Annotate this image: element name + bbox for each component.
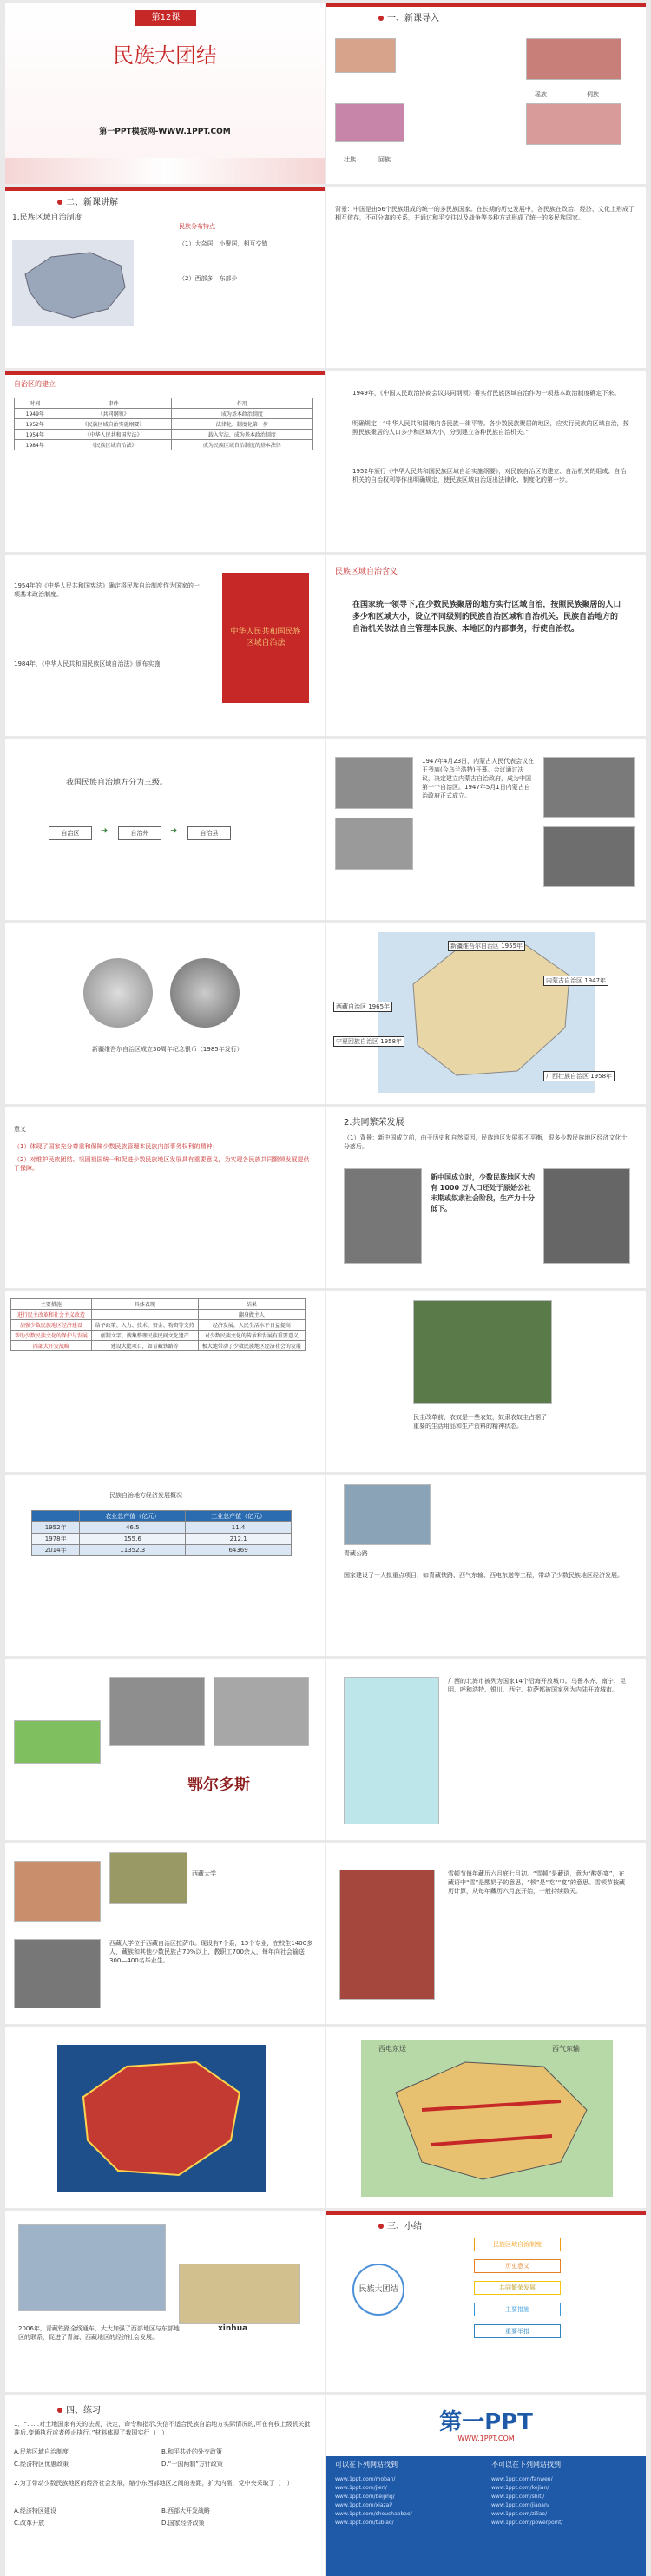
option[interactable]: C.经济特区优惠政策	[14, 2461, 69, 2468]
slide-common-program[interactable]	[326, 371, 646, 552]
slide-brands[interactable]	[5, 1659, 325, 1840]
table-cell: 11352.3	[80, 1545, 186, 1556]
meaning-title: 民族区域自治含义	[335, 568, 398, 576]
table-cell: 进行民主改革和社会主义改造	[11, 1310, 92, 1320]
historic-photo	[335, 818, 413, 870]
banknote-image	[526, 38, 621, 80]
summary-item: 共同繁荣发展	[474, 2281, 561, 2295]
slide-exercises[interactable]	[5, 2395, 325, 2576]
historic-photo	[413, 1300, 552, 1404]
table-cell: 《民族区域自治法》	[56, 440, 171, 450]
slide-region-system[interactable]	[5, 187, 325, 368]
brand-image	[14, 1720, 101, 1764]
option[interactable]: C.改革开放	[14, 2520, 45, 2527]
table-row	[15, 409, 313, 419]
table-row	[15, 440, 313, 450]
table-cell: 翻身做主人	[198, 1310, 305, 1320]
china-map-image	[12, 240, 134, 326]
prosperity-para-2: 新中国成立时，少数民族地区大约有 1000 万人口还处于原始公社末期或奴隶社会阶段，生产力十分低下。	[431, 1173, 535, 1212]
coin-caption: 新疆维吾尔自治区成立30周年纪念银币（1985年发行）	[92, 1046, 243, 1053]
slide-cover[interactable]	[5, 3, 325, 184]
prosperity-para-1: （1）背景：新中国成立前，由于历史和自然原因，民族地区发展很不平衡，很多少数民族地区经济文化十分落后。	[344, 1134, 628, 1150]
cover-site: 第一PPT模板网-WWW.1PPT.COM	[99, 128, 231, 136]
table-cell: 2014年	[32, 1545, 80, 1556]
economy-table	[31, 1510, 292, 1556]
table-row	[11, 1310, 306, 1320]
table-cell: 成为民族区域自治制度的基本法律	[171, 440, 312, 450]
table-cell: 创制文字、搜集整理民族民间文化遗产	[91, 1331, 198, 1341]
table-row	[32, 1545, 292, 1556]
table-cell: 1978年	[32, 1534, 80, 1545]
section-heading: 二、新课讲解	[57, 194, 118, 207]
meaning-text: 在国家统一领导下,在少数民族聚居的地方实行区域自治，按照民族聚居的人口多少和区域大小，设立不同级别的民族自治区域和自治机关。民族自治地方的自治机关依法自主管理本民族、本地区的内部事务，行使自治权。	[352, 601, 621, 634]
significance-title: 意义	[14, 1126, 26, 1133]
table-header: 农业总产值（亿元）	[80, 1511, 186, 1522]
source-logo: xinhua	[218, 2324, 248, 2333]
region-label: 新疆维吾尔自治区 1955年	[448, 941, 525, 951]
festival-text: 雪顿节每年藏历六月底七月初。“雪顿”是藏语，意为“酸奶宴”，在藏语中“雪”是酸奶子的意思，“顿”是“吃”“宴”的意思。雪顿节按藏历计算，从每年藏历六月底开始，一般持续数天。	[448, 1870, 626, 1895]
lesson-badge: 第12课	[135, 10, 196, 26]
historic-photo	[543, 1168, 630, 1264]
table-cell: 法律化、制度化第一步	[171, 419, 312, 430]
slide-energy-transfer[interactable]	[326, 2027, 646, 2208]
historic-photo	[344, 1168, 422, 1264]
table-cell: 极大地带动了少数民族地区经济社会的发展	[198, 1341, 305, 1351]
table-cell: 1952年	[15, 419, 56, 430]
significance-2: （2）对维护民族团结、巩固祖国统一和促进少数民族地区发展具有重要意义，为实现各民族共同繁荣发展提供了保障。	[14, 1156, 310, 1172]
region-label: 广西壮族自治区 1958年	[543, 1071, 615, 1081]
levels-title: 我国民族自治地方分为三级。	[66, 779, 168, 787]
section-subtitle: 1.民族区域自治制度	[12, 214, 82, 222]
road-photo	[344, 1484, 431, 1545]
train-photo	[18, 2224, 166, 2311]
table-cell: 西部大开发战略	[11, 1341, 92, 1351]
table-row	[15, 419, 313, 430]
table-cell: 1984年	[15, 440, 56, 450]
slide-levels[interactable]	[5, 739, 325, 920]
regions-map-image	[378, 932, 595, 1093]
slide-summary[interactable]	[326, 2211, 646, 2392]
intro-heading: 一、新课导入	[378, 10, 439, 23]
ad-link[interactable]: www.1ppt.com/jiaoan/	[491, 2502, 549, 2508]
slide-shoton-festival[interactable]	[326, 1843, 646, 2024]
option[interactable]: D.国家经济政策	[161, 2520, 205, 2527]
slide-constitution[interactable]	[5, 555, 325, 736]
option[interactable]: B.西部大开发战略	[161, 2507, 211, 2514]
table-cell: 加强少数民族地区经济建设	[11, 1320, 92, 1331]
measures-table	[10, 1298, 306, 1351]
summary-item: 历史意义	[474, 2259, 561, 2273]
slide-railway[interactable]	[5, 2211, 325, 2392]
historic-photo	[543, 757, 635, 818]
table-cell: 11.4	[186, 1522, 292, 1534]
slide-meaning[interactable]	[326, 555, 646, 736]
para-2: 明确规定：“中华人民共和国境内各民族一律平等。各少数民族聚居的地区，应实行民族的区域自治，按照民族聚居的人口多少和区域大小，分别建立各种民族自治机关。”	[352, 420, 629, 436]
table-cell	[91, 1310, 198, 1320]
west-map-image	[57, 2045, 266, 2192]
table-cell: 1949年	[15, 409, 56, 419]
table-header: 结果	[198, 1299, 305, 1310]
slide-economy[interactable]	[5, 1475, 325, 1656]
table-cell: 64369	[186, 1545, 292, 1556]
significance-1: （1）体现了国家充分尊重和保障少数民族管理本民族内部事务权利的精神；	[14, 1143, 219, 1150]
prosperity-heading: 2.共同繁荣发展	[344, 1118, 404, 1127]
features-title: 民族分布特点	[179, 223, 215, 230]
table-cell: 212.1	[186, 1534, 292, 1545]
campus-photo	[14, 1861, 101, 1922]
level-box: 自治州	[118, 826, 161, 840]
ad-link[interactable]: www.1ppt.com/kejian/	[491, 2485, 549, 2491]
slide-west-map[interactable]	[5, 2027, 325, 2208]
level-box: 自治县	[187, 826, 231, 840]
open-cities-text: 广西的北海市被列为国家14个沿海开放城市。乌鲁木齐、南宁、昆明、呼和浩特、银川、西宁、拉萨都被国家列为内陆开放城市。	[448, 1678, 626, 1693]
energy-map-image	[361, 2040, 613, 2197]
historic-photo	[335, 757, 413, 809]
cover-title: 民族大团结	[113, 43, 217, 68]
brand-logo: 鄂尔多斯	[187, 1776, 250, 1794]
option[interactable]: A.民族区域自治制度	[14, 2448, 69, 2455]
ad-link[interactable]: www.1ppt.com/tubiao/	[335, 2520, 394, 2526]
ad-link[interactable]: www.1ppt.com/jieri/	[335, 2485, 387, 2491]
railway-photo	[179, 2264, 300, 2324]
slide-qinghai-road[interactable]	[326, 1475, 646, 1656]
banknote-image	[526, 103, 621, 145]
landscape-photo	[109, 1677, 205, 1746]
slide-autonomy-table[interactable]	[5, 371, 325, 552]
table-header: 事件	[56, 398, 171, 409]
reform-caption: 民主改革前，农奴是一些农奴，奴隶农奴主占据了重要的生活用品和生产资料的精神状态。	[413, 1414, 547, 1429]
ad-left-title: 可以在下列网站找到	[335, 2461, 398, 2468]
constitution-text: 1954年的《中华人民共和国宪法》确定将民族自治制度作为国家的一项基本政治制度。	[14, 582, 200, 598]
table-cell: 经济发展，人民生活水平日益提高	[198, 1320, 305, 1331]
landscape-photo	[214, 1677, 309, 1746]
feature-2: （2）西部多，东部少	[179, 275, 238, 282]
coin-image	[170, 958, 240, 1028]
table-cell: 《中华人民共和国宪法》	[56, 430, 171, 440]
summary-item: 主要措施	[474, 2303, 561, 2316]
ad-link[interactable]: www.1ppt.com/shouchaobao/	[335, 2511, 412, 2517]
table-cell: 给予政策、人力、技术、资金、物资等支持	[91, 1320, 198, 1331]
energy-label: 西气东输	[552, 2045, 580, 2053]
table-cell: 建设大批项目，如青藏铁路等	[91, 1341, 198, 1351]
para-1: 1949年，《中国人民政治协商会议共同纲领》将实行民族区域自治作为一项基本政治制度确定下来。	[352, 390, 621, 397]
slide-inner-mongolia[interactable]	[326, 739, 646, 920]
ethnic-label: 侗族	[587, 91, 599, 98]
slide-significance[interactable]	[5, 1107, 325, 1288]
university-text: 西藏大学位于西藏自治区拉萨市。现设有7个系，15个专业，在校生1400多人，藏族和其他少数民族占70%以上，教职工700余人，每年向社会输送300—400名毕业生。	[109, 1940, 313, 1964]
ad-link[interactable]: www.1ppt.com/beijing/	[335, 2494, 395, 2500]
ad-url[interactable]: WWW.1PPT.COM	[457, 2435, 515, 2442]
summary-heading: 三、小结	[378, 2218, 422, 2231]
slide-ad[interactable]	[326, 2395, 646, 2576]
table-row	[32, 1522, 292, 1534]
feature-1: （1）大杂居，小聚居，相互交错	[179, 240, 268, 247]
banknote-image	[335, 38, 396, 73]
ad-link[interactable]: www.1ppt.com/xiazai/	[335, 2502, 393, 2508]
ad-link[interactable]: www.1ppt.com/ziliao/	[491, 2511, 548, 2517]
para-3: 1952年颁行《中华人民共和国民族区域自治实施纲要》，对民族自治区的建立、自治机关的组成、自治机关的自治权利等作出明确规定，使民族区域自治迈出法律化、制度化的第一步。	[352, 468, 627, 483]
table-header: 时间	[15, 398, 56, 409]
slide-reform[interactable]	[326, 1291, 646, 1472]
ad-link[interactable]: www.1ppt.com/moban/	[335, 2476, 396, 2482]
question-2: 2.为了带动少数民族地区的经济社会发展，缩小东西部地区之间的差距，扩大内需，党中央采取了（ ）	[14, 2480, 293, 2487]
university-caption: 西藏大学	[192, 1870, 216, 1877]
economy-title: 民族自治地方经济发展概况	[109, 1492, 182, 1499]
background-text: 背景：中国是由56个民族组成的统一的多民族国家。在长期的历史发展中，各民族在政治、经济、文化上形成了相互依存、不可分离的关系，并通过和平交往以及战争等多种方式形成了统一的多民族国家。	[335, 206, 635, 221]
coin-image	[83, 958, 153, 1028]
arrow-icon: ➜	[101, 826, 108, 836]
campus-photo	[109, 1852, 187, 1904]
ad-right-title: 不可以在下列网站找到	[491, 2461, 561, 2468]
ad-logo: 第一PPT	[439, 2409, 533, 2435]
summary-item: 重要举措	[474, 2324, 561, 2338]
table-cell: 载入宪法，成为基本政治制度	[171, 430, 312, 440]
table-header: 具体表现	[91, 1299, 198, 1310]
slide-common-prosperity[interactable]	[326, 1107, 646, 1288]
table-row	[15, 430, 313, 440]
question-1: 1．“……对土地国家有关的法规，决定，命令和指示,失信不适合民族自治地方实际情况的,可在有权上级机关批准后,变通执行或者停止执行。”材料体现了我国实行（ ）	[14, 2421, 311, 2436]
summary-center: 民族大团结	[352, 2264, 404, 2316]
table-row	[11, 1331, 306, 1341]
ethnic-label: 瑶族	[535, 91, 547, 98]
option[interactable]: D.“一国两制”方针政策	[161, 2461, 223, 2468]
option[interactable]: B.和平共处的外交政策	[161, 2448, 223, 2455]
table-cell: 《民族区域自治实施纲要》	[56, 419, 171, 430]
table-row	[11, 1320, 306, 1331]
region-label: 西藏自治区 1965年	[333, 1002, 392, 1012]
region-label: 内蒙古自治区 1947年	[543, 976, 608, 986]
table-cell: 帮助少数民族文化的保护与发展	[11, 1331, 92, 1341]
autonomy-table	[14, 398, 313, 450]
ad-link[interactable]: www.1ppt.com/shiti/	[491, 2494, 545, 2500]
table-cell: 《共同纲领》	[56, 409, 171, 419]
campus-photo	[14, 1939, 101, 2008]
slide-open-cities[interactable]	[326, 1659, 646, 1840]
exercise-heading: 四、练习	[57, 2402, 101, 2415]
mongolia-text: 1947年4月23日，内蒙古人民代表会议在王爷庙(今乌兰浩特)开幕。会议通过决议，决定建立内蒙古自治政府，成为中国第一个自治区。1947年5月1日内蒙古自治政府正式成立。	[422, 758, 535, 799]
child-photo	[344, 1677, 439, 1824]
festival-photo	[339, 1870, 435, 2000]
road-caption: 青藏公路	[344, 1550, 368, 1557]
ad-link[interactable]: www.1ppt.com/powerpoint/	[491, 2520, 563, 2526]
table-header: 工业总产值（亿元）	[186, 1511, 292, 1522]
ethnic-label: 壮族	[344, 156, 356, 163]
table-cell: 成为基本政治制度	[171, 409, 312, 419]
slide-coin[interactable]	[5, 923, 325, 1104]
table-header	[32, 1511, 80, 1522]
slide-map-regions[interactable]	[326, 923, 646, 1104]
banknote-image	[335, 103, 404, 142]
energy-label: 西电东送	[378, 2045, 406, 2053]
table-header: 作用	[171, 398, 312, 409]
slide-tibet-university[interactable]	[5, 1843, 325, 2024]
ad-link[interactable]: www.1ppt.com/fanwen/	[491, 2476, 553, 2482]
slide-intro[interactable]	[326, 3, 646, 184]
law-text: 1984年，《中华人民共和国民族区域自治法》颁布实施	[14, 660, 161, 667]
region-label: 宁夏回族自治区 1958年	[333, 1036, 404, 1047]
slide-background[interactable]	[326, 187, 646, 368]
arrow-icon: ➜	[170, 826, 178, 836]
table-cell: 155.6	[80, 1534, 186, 1545]
historic-photo	[543, 826, 635, 887]
option[interactable]: A.经济特区建设	[14, 2507, 56, 2514]
table-cell: 46.5	[80, 1522, 186, 1534]
summary-item: 民族区域自治制度	[474, 2238, 561, 2251]
slide-measures[interactable]	[5, 1291, 325, 1472]
table-cell: 1952年	[32, 1522, 80, 1534]
ethnic-label: 回族	[378, 156, 391, 163]
level-box: 自治区	[49, 826, 92, 840]
table-header: 主要措施	[11, 1299, 92, 1310]
table-cell: 对少数民族文化的传承和发展有重要意义	[198, 1331, 305, 1341]
railway-text: 2006年，青藏铁路全线通车，大大加强了西部地区与东部地区的联系，促进了青海、西藏地区的经济社会发展。	[18, 2325, 180, 2341]
law-book-image: 中华人民共和国民族区域自治法	[222, 573, 309, 703]
road-text: 国家建设了一大批重点项目，如青藏铁路、西气东输、西电东送等工程，带动了少数民族地区经济发展。	[344, 1572, 623, 1579]
table-title: 自治区的建立	[14, 380, 56, 388]
table-cell: 1954年	[15, 430, 56, 440]
table-row	[32, 1534, 292, 1545]
table-row	[11, 1341, 306, 1351]
